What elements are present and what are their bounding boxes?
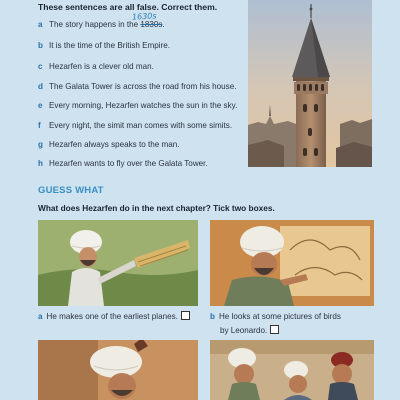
option-b	[210, 310, 341, 338]
sentence-end: .	[162, 20, 165, 29]
sentence-letter: e	[38, 101, 43, 110]
illustration-hezarfen-wings	[38, 220, 198, 306]
sentence-letter: a	[38, 20, 43, 29]
option-a	[38, 310, 190, 324]
guess-question: What does Hezarfen do in the next chapter? Tick two boxes.	[38, 203, 275, 213]
sentence-text: The story happens in the	[49, 20, 141, 29]
sentence-text: Hezarfen wants to fly over the Galata Tower.	[49, 159, 208, 168]
sentence-letter: d	[38, 82, 43, 91]
exercise-instruction: These sentences are all false. Correct them.	[38, 2, 218, 12]
handwritten-correction: 1630s	[131, 11, 157, 22]
sentence-text: Hezarfen is a clever old man.	[49, 62, 154, 71]
sentence-c	[38, 62, 154, 71]
tick-checkbox[interactable]	[270, 325, 279, 334]
option-letter: a	[38, 312, 43, 321]
sentence-text: Hezarfen always speaks to the man.	[49, 140, 180, 149]
sentence-b	[38, 41, 170, 50]
sentence-letter: b	[38, 41, 43, 50]
section-heading: GUESS WHAT	[38, 185, 104, 196]
sentence-a	[38, 20, 165, 29]
sentence-text: Every morning, Hezarfen watches the sun in the sky.	[49, 101, 238, 110]
sentence-letter: c	[38, 62, 43, 71]
option-text-continued: by Leonardo.	[220, 326, 268, 335]
sentence-d	[38, 82, 236, 91]
option-text: He looks at some pictures of birds	[218, 312, 341, 321]
illustration-hezarfen-flying	[38, 340, 198, 400]
sentence-text: It is the time of the British Empire.	[49, 41, 170, 50]
sentence-text: Every night, the simit man comes with some simits.	[49, 121, 233, 130]
sentence-f	[38, 121, 232, 130]
illustration-hezarfen-pictures	[210, 220, 374, 306]
sentence-letter: f	[38, 121, 41, 130]
option-text: He makes one of the earliest planes.	[46, 312, 178, 321]
option-letter: b	[210, 312, 215, 321]
struck-out-word: 1830s	[140, 20, 163, 29]
illustration-group-of-men	[210, 340, 374, 400]
sentence-text: The Galata Tower is across the road from his house.	[49, 82, 237, 91]
sentence-e	[38, 101, 237, 110]
sentence-h	[38, 159, 208, 168]
galata-tower-photo	[248, 0, 372, 167]
sentence-letter: h	[38, 159, 43, 168]
tick-checkbox[interactable]	[181, 311, 190, 320]
sentence-g	[38, 140, 179, 149]
sentence-letter: g	[38, 140, 43, 149]
